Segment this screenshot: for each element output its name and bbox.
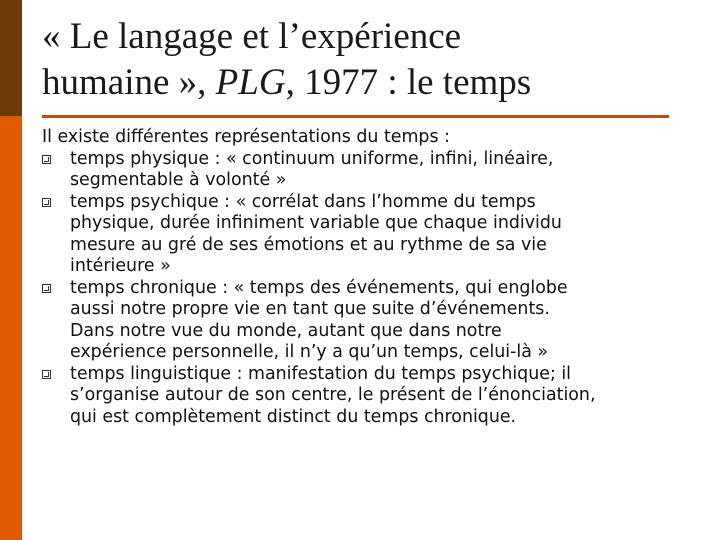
title-text-end: , 1977 : le temps <box>285 62 532 103</box>
intro-text: Il existe différentes représentations du temps : <box>42 127 450 147</box>
title-line-2 <box>42 60 702 106</box>
bullet-line: temps linguistique : manifestation du temps psychique; il <box>70 363 571 384</box>
bullet-line: qui est complètement distinct du temps chronique. <box>70 406 517 427</box>
title-underline <box>42 115 669 118</box>
bullet-item-temps-psychique <box>42 192 702 278</box>
slide-title <box>42 14 702 106</box>
title-line-1: « Le langage et l’expérience <box>42 16 462 57</box>
bullet-line: physique, durée infiniment variable que chaque individu <box>70 213 562 233</box>
bullet-line: aussi notre propre vie en tant que suite d’événements. <box>70 299 550 319</box>
bullet-item-temps-physique <box>42 149 702 192</box>
bullet-line: s’organise autour de son centre, le présent de l’énonciation, <box>70 385 596 405</box>
bullet-item-temps-chronique <box>42 278 702 364</box>
title-text: humaine », <box>42 62 216 103</box>
slide-body <box>42 127 702 428</box>
bullet-line: expérience personnelle, il n’y a qu’un temps, celui-là » <box>70 342 549 362</box>
bullet-line: intérieure » <box>70 256 171 276</box>
bullet-line: Dans notre vue du monde, autant que dans notre <box>70 320 502 341</box>
checkbox-bullet-icon <box>42 284 51 293</box>
bullet-line: segmentable à volonté » <box>70 170 287 190</box>
decorative-band-top <box>0 0 22 116</box>
bullet-line: mesure au gré de ses émotions et au rythme de sa vie <box>70 234 547 255</box>
bullet-item-temps-linguistique <box>42 364 702 429</box>
checkbox-bullet-icon <box>42 155 51 164</box>
bullet-line: temps chronique : « temps des événements, qui englobe <box>70 277 568 298</box>
title-acronym: PLG <box>215 62 286 103</box>
bullet-line: temps physique : « continuum uniforme, infini, linéaire, <box>70 148 554 169</box>
bullet-line: temps psychique : « corrélat dans l’homme du temps <box>70 191 536 212</box>
checkbox-bullet-icon <box>42 198 51 207</box>
checkbox-bullet-icon <box>42 370 51 379</box>
decorative-band-bottom <box>0 116 22 540</box>
